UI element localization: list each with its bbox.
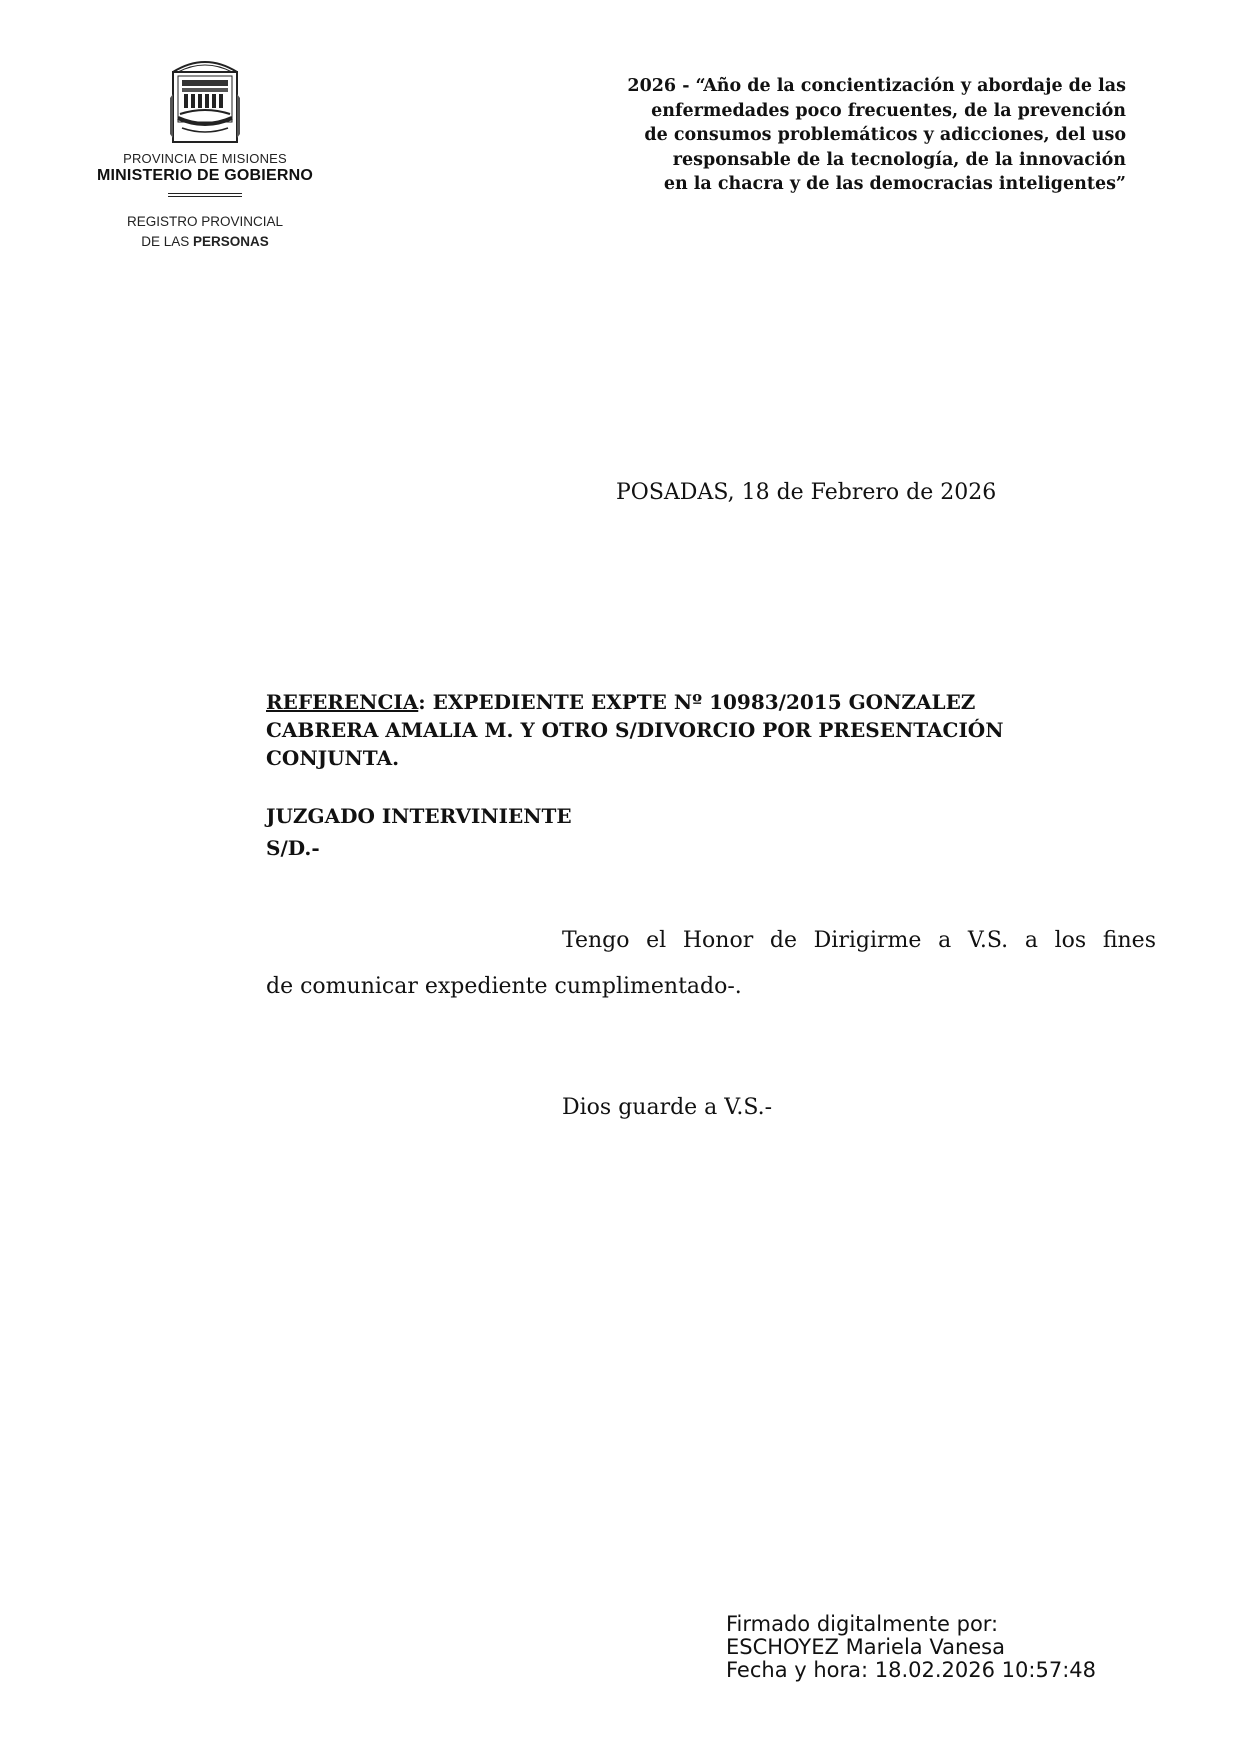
motto-line: 2026 - “Año de la concientización y abordaje de las — [627, 76, 1126, 96]
motto-line: enfermedades poco frecuentes, de la prevención — [651, 100, 1126, 121]
letterhead-divider — [168, 196, 242, 197]
registry-name: REGISTRO PROVINCIAL — [126, 214, 284, 229]
place-date: POSADAS, 18 de Febrero de 2026 — [616, 480, 997, 505]
letterhead-divider — [168, 193, 242, 194]
reference-text: : EXPEDIENTE EXPTE Nº 10983/2015 GONZALEZ — [418, 690, 976, 714]
province-name: PROVINCIA DE MISIONES — [123, 151, 287, 166]
registry-name-line2 — [110, 234, 300, 250]
motto-line: responsable de la tecnología, de la innovación — [672, 149, 1126, 170]
reference-line — [266, 688, 1106, 716]
addressee-sd: S/D.- — [266, 836, 320, 860]
registry-strong: PERSONAS — [193, 234, 269, 249]
signature-line: Firmado digitalmente por: — [726, 1612, 999, 1636]
registry-prefix: DE LAS — [141, 234, 193, 249]
body-paragraph-line: de comunicar expediente cumplimentado-. — [266, 974, 742, 999]
motto-line: en la chacra y de las democracias inteligentes” — [663, 174, 1126, 194]
reference-line: CONJUNTA. — [266, 746, 400, 770]
provincial-seal-logo — [168, 58, 242, 144]
signature-signer: ESCHOYEZ Mariela Vanesa — [726, 1635, 1005, 1659]
body-paragraph-line: Tengo el Honor de Dirigirme a V.S. a los fines — [562, 928, 1156, 953]
signature-datetime: Fecha y hora: 18.02.2026 10:57:48 — [726, 1658, 1096, 1682]
year-motto — [540, 74, 1126, 197]
ministry-name: MINISTERIO DE GOBIERNO — [97, 167, 313, 184]
reference-block — [266, 688, 1106, 772]
addressee-court: JUZGADO INTERVINIENTE — [266, 804, 572, 828]
addressee-block — [266, 800, 572, 864]
closing-salutation: Dios guarde a V.S.- — [562, 1095, 773, 1120]
motto-line: de consumos problemáticos y adicciones, del uso — [644, 125, 1126, 145]
digital-signature-stamp — [726, 1613, 1096, 1682]
reference-line: CABRERA AMALIA M. Y OTRO S/DIVORCIO POR PRESENTACIÓN — [266, 718, 1004, 742]
reference-label: REFERENCIA — [266, 690, 419, 714]
